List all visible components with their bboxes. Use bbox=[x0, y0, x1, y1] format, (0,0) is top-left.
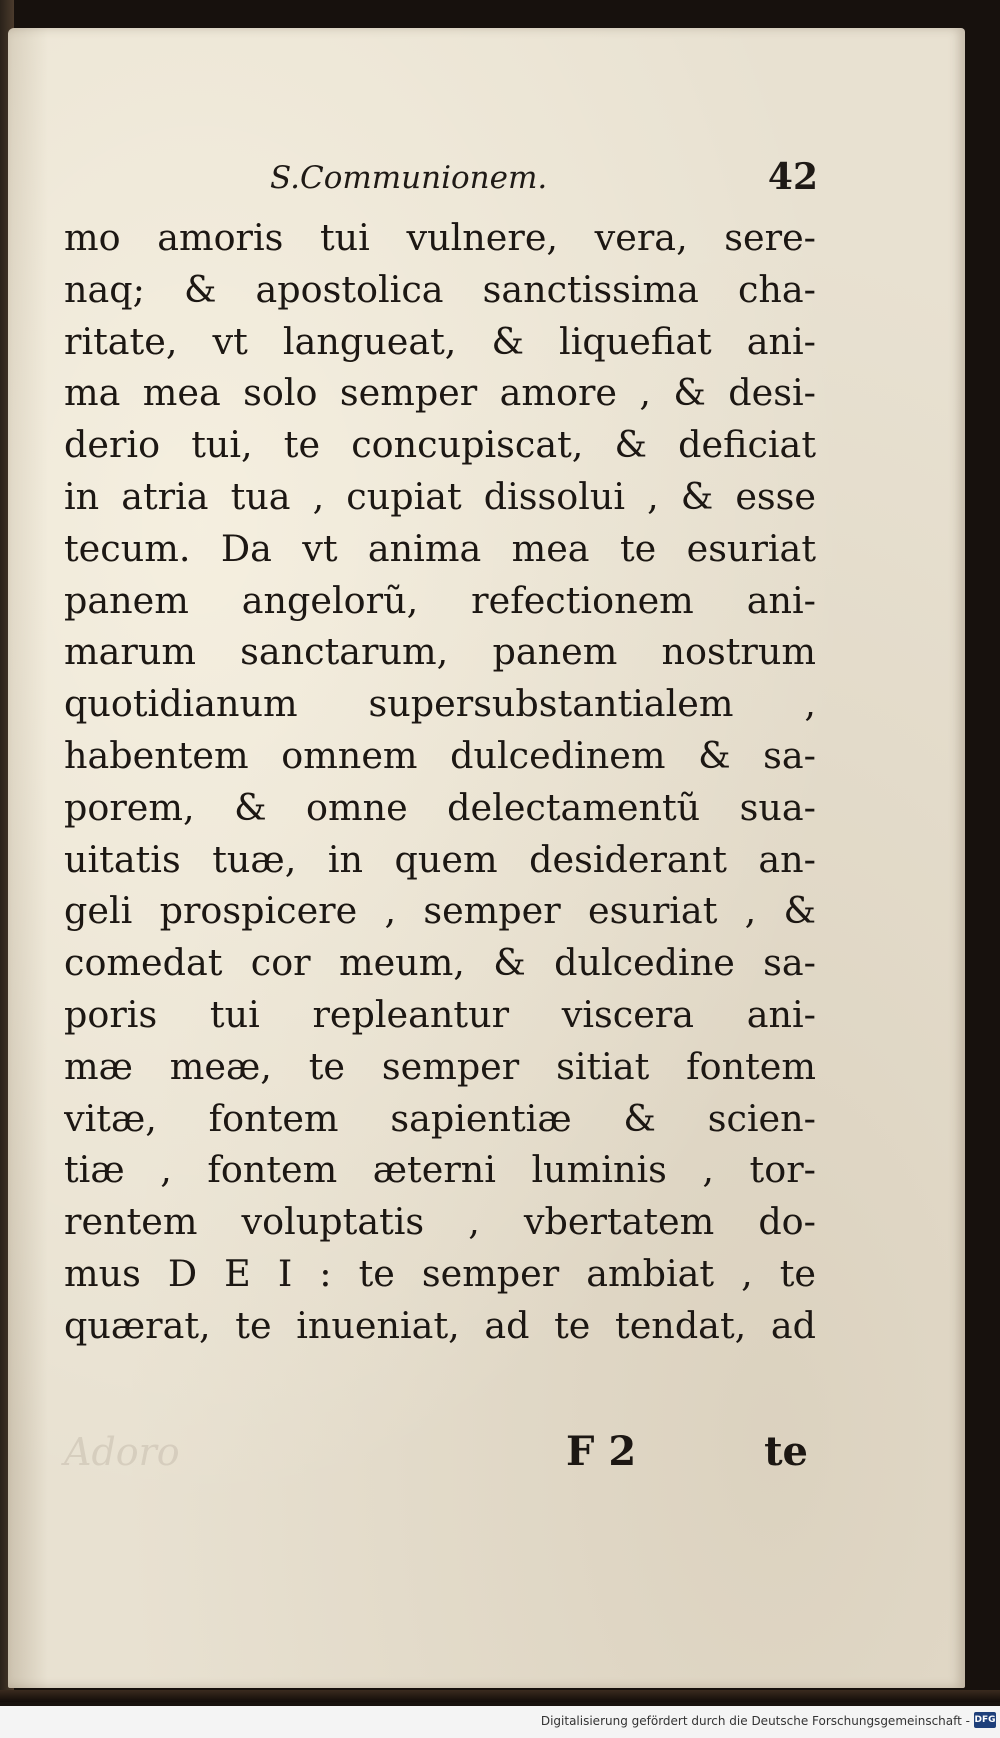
text-line: quærat, te inueniat, ad te tendat, ad bbox=[64, 1303, 816, 1347]
digitization-credit: Digitalisierung gefördert durch die Deutsche Forschungsgemeinschaft - bbox=[540, 1714, 970, 1728]
text-line: panem angelorũ, refectionem ani- bbox=[64, 578, 816, 622]
text-line: geli prospicere , semper esuriat , & bbox=[64, 889, 816, 933]
text-line: poris tui repleantur viscera ani- bbox=[64, 992, 816, 1036]
page-footer bbox=[64, 1428, 816, 1488]
catchword: te bbox=[764, 1428, 808, 1475]
page-header bbox=[270, 150, 830, 210]
running-head: S.Communionem. bbox=[270, 160, 548, 196]
text-line: comedat cor meum, & dulcedine sa- bbox=[64, 941, 816, 985]
credit-strip bbox=[0, 1706, 1000, 1738]
text-line: naq; & apostolica sanctissima cha- bbox=[64, 267, 816, 311]
text-line: marum sanctarum, panem nostrum bbox=[64, 630, 816, 674]
text-line: porem, & omne delectamentũ sua- bbox=[64, 785, 816, 829]
text-line: in atria tua , cupiat dissolui , & esse bbox=[64, 474, 816, 518]
text-line: tecum. Da vt anima mea te esuriat bbox=[64, 526, 816, 570]
text-line: uitatis tuæ, in quem desiderant an- bbox=[64, 837, 816, 881]
text-line: quotidianum supersubstantialem , bbox=[64, 682, 816, 726]
text-line: tiæ , fontem æterni luminis , tor- bbox=[64, 1148, 816, 1192]
text-line: vitæ, fontem sapientiæ & scien- bbox=[64, 1096, 816, 1140]
text-line: mo amoris tui vulnere, vera, sere- bbox=[64, 216, 816, 259]
show-through-text: Adoro bbox=[64, 1430, 180, 1474]
text-line: ma mea solo semper amore , & desi- bbox=[64, 371, 816, 415]
text-line: mus D E I : te semper ambiat , te bbox=[64, 1251, 816, 1295]
text-line: mæ meæ, te semper sitiat fontem bbox=[64, 1044, 816, 1088]
body-text bbox=[64, 212, 816, 1352]
page-number: 42 bbox=[767, 156, 818, 198]
text-line: derio tui, te concupiscat, & deficiat bbox=[64, 423, 816, 467]
text-line: habentem omnem dulcedinem & sa- bbox=[64, 733, 816, 777]
dfg-logo-icon: DFG bbox=[974, 1712, 996, 1728]
signature-mark: F 2 bbox=[566, 1428, 637, 1475]
text-line: ritate, vt langueat, & liquefiat ani- bbox=[64, 319, 816, 363]
bottom-edge bbox=[0, 1690, 1000, 1702]
text-line: rentem voluptatis , vbertatem do- bbox=[64, 1200, 816, 1244]
